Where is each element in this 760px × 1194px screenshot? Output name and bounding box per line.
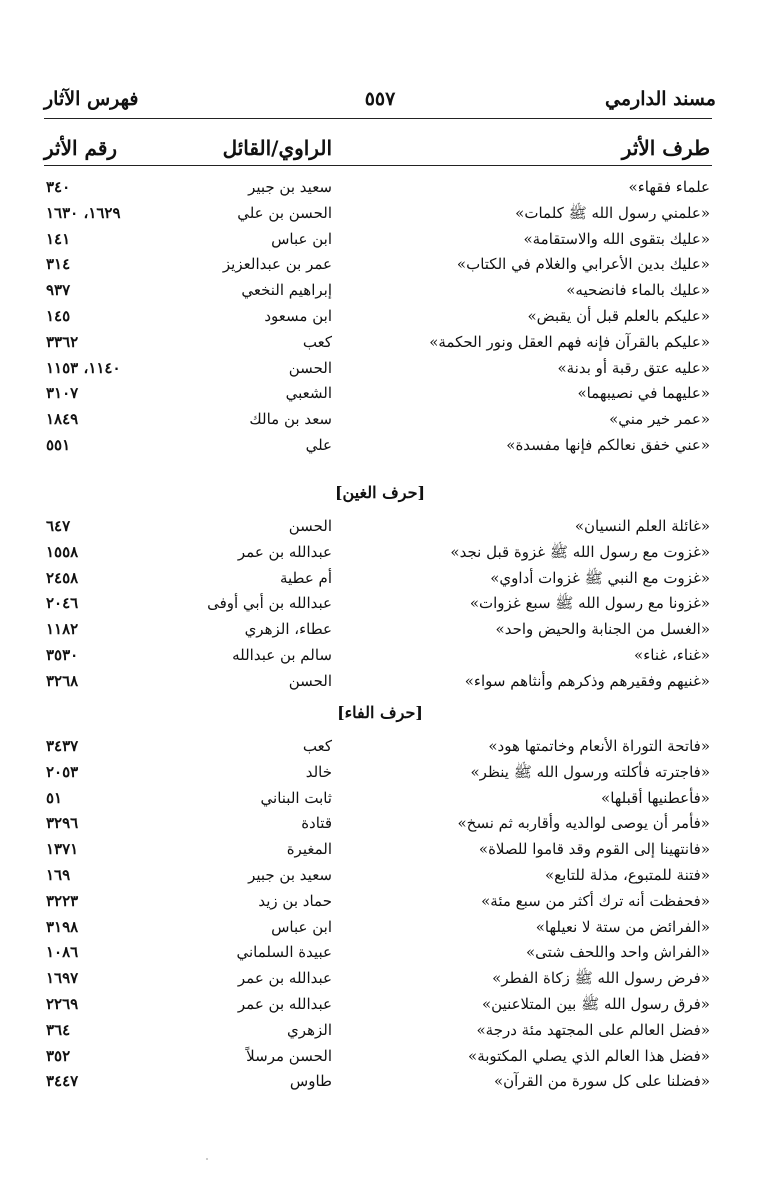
- narrator-name: المغيرة: [286, 840, 332, 858]
- index-row: [0, 255, 760, 281]
- index-row: [0, 436, 760, 462]
- athar-text: «غائلة العلم النسيان»: [574, 517, 710, 535]
- index-row: [0, 918, 760, 944]
- index-row: [0, 763, 760, 789]
- narrator-name: الحسن بن علي: [237, 204, 332, 222]
- narrator-name: إبراهيم النخعي: [241, 281, 332, 299]
- athar-text: «فضل هذا العالم الذي يصلي المكتوبة»: [468, 1047, 710, 1065]
- athar-number: ٣٢٦٨: [46, 672, 79, 690]
- athar-text: «عليك بالماء فانضحيه»: [566, 281, 710, 299]
- index-row: [0, 646, 760, 672]
- athar-text: علماء فقهاء»: [628, 178, 710, 196]
- athar-number: ٣٥٣٠: [46, 646, 79, 664]
- athar-number: ٩٣٧: [46, 281, 71, 299]
- narrator-name: سعد بن مالك: [249, 410, 332, 428]
- index-row: [0, 672, 760, 698]
- athar-number: ١٣٧١: [46, 840, 79, 858]
- narrator-name: كعب: [302, 737, 332, 755]
- index-row: [0, 1021, 760, 1047]
- index-row: [0, 866, 760, 892]
- athar-number: ٥١: [46, 789, 63, 807]
- column-header-rule: [44, 165, 712, 166]
- narrator-name: عبيدة السلماني: [236, 943, 332, 961]
- athar-text: «غزونا مع رسول الله ﷺ سبع غزوات»: [469, 594, 710, 612]
- athar-text: «فاجترته فأكلته ورسول الله ﷺ ينظر»: [470, 763, 710, 781]
- section-heading: [حرف الفاء]: [337, 703, 423, 722]
- narrator-name: الحسن: [288, 672, 332, 690]
- narrator-name: ثابت البناني: [260, 789, 332, 807]
- athar-number: ١٨٤٩: [46, 410, 79, 428]
- athar-text: «عليكم بالقرآن فإنه فهم العقل ونور الحكمة»: [429, 333, 710, 351]
- athar-text: «غزوت مع رسول الله ﷺ غزوة قبل نجد»: [450, 543, 710, 561]
- narrator-name: قتادة: [301, 814, 332, 832]
- index-row: [0, 620, 760, 646]
- athar-text: «فرض رسول الله ﷺ زكاة الفطر»: [492, 969, 710, 987]
- narrator-name: الحسن مرسلاً: [246, 1047, 332, 1065]
- athar-number: ٣٢٩٦: [46, 814, 79, 832]
- narrator-name: حماد بن زيد: [258, 892, 332, 910]
- athar-text: «غزوت مع النبي ﷺ غزوات أداوي»: [490, 569, 710, 587]
- narrator-name: الحسن: [288, 517, 332, 535]
- athar-text: «فضل العالم على المجتهد مئة درجة»: [476, 1021, 710, 1039]
- index-row: [0, 737, 760, 763]
- index-row: [0, 995, 760, 1021]
- narrator-name: عبدالله بن عمر: [237, 995, 332, 1013]
- index-row: [0, 594, 760, 620]
- index-row: [0, 1047, 760, 1073]
- athar-number: ٥٥١: [46, 436, 71, 454]
- index-row: [0, 281, 760, 307]
- narrator-name: الشعبي: [285, 384, 332, 402]
- athar-number: ٣٢٢٣: [46, 892, 79, 910]
- athar-number: ٣٤٣٧: [46, 737, 79, 755]
- athar-text: «فأعطنيها أقبلها»: [601, 789, 710, 807]
- narrator-name: عمر بن عبدالعزيز: [222, 255, 332, 273]
- index-row: [0, 307, 760, 333]
- athar-number: ٢٤٥٨: [46, 569, 79, 587]
- athar-text: «علمني رسول الله ﷺ كلمات»: [515, 204, 710, 222]
- athar-number: ٢٢٦٩: [46, 995, 79, 1013]
- athar-text: «عليهما في نصيبهما»: [577, 384, 710, 402]
- narrator-name: عطاء، الزهري: [244, 620, 332, 638]
- header-rule: [44, 118, 712, 119]
- athar-number: ١٦٩: [46, 866, 71, 884]
- index-row: [0, 892, 760, 918]
- index-row: [0, 969, 760, 995]
- narrator-name: سعيد بن جبير: [248, 866, 332, 884]
- index-row: [0, 569, 760, 595]
- athar-text: «الغسل من الجنابة والحيض واحد»: [495, 620, 710, 638]
- athar-text: «فتنة للمتبوع، مذلة للتابع»: [544, 866, 710, 884]
- athar-text: «عني خفق نعالكم فإنها مفسدة»: [506, 436, 710, 454]
- athar-number: ٣١٤: [46, 255, 71, 273]
- narrator-name: عبدالله بن عمر: [237, 969, 332, 987]
- athar-number: ٣٥٢: [46, 1047, 71, 1065]
- index-row: [0, 410, 760, 436]
- athar-text: «غنيهم وفقيرهم وذكرهم وأنثاهم سواء»: [464, 672, 710, 690]
- narrator-name: الحسن: [288, 359, 332, 377]
- athar-number: ٦٤٧: [46, 517, 71, 535]
- narrator-name: ابن عباس: [271, 230, 332, 248]
- index-row: [0, 543, 760, 569]
- athar-text: «فرق رسول الله ﷺ بين المتلاعنين»: [481, 995, 710, 1013]
- athar-text: «عليكم بالعلم قبل أن يقبض»: [527, 307, 710, 325]
- narrator-name: عبدالله بن عمر: [237, 543, 332, 561]
- athar-number: ٣٦٤: [46, 1021, 71, 1039]
- athar-text: «عليه عتق رقبة أو بدنة»: [557, 359, 710, 377]
- athar-text: «فانتهينا إلى القوم وقد قاموا للصلاة»: [478, 840, 710, 858]
- athar-text: «عليك بتقوى الله والاستقامة»: [523, 230, 710, 248]
- running-title-index: فهرس الآثار: [44, 88, 139, 110]
- narrator-name: ابن عباس: [271, 918, 332, 936]
- athar-text: «فضلنا على كل سورة من القرآن»: [493, 1072, 710, 1090]
- athar-number: ١٠٨٦: [46, 943, 79, 961]
- index-row: [0, 204, 760, 230]
- athar-text: «عليك بدين الأعرابي والغلام في الكتاب»: [456, 255, 710, 273]
- narrator-name: كعب: [302, 333, 332, 351]
- athar-text: «فاتحة التوراة الأنعام وخاتمتها هود»: [488, 737, 710, 755]
- narrator-name: خالد: [305, 763, 332, 781]
- athar-number: ٣٣٦٢: [46, 333, 79, 351]
- athar-number: ١٦٢٩، ١٦٣٠: [46, 204, 121, 222]
- running-title-book: مسند الدارمي: [605, 88, 716, 110]
- athar-text: «الفراش واحد واللحف شتى»: [525, 943, 710, 961]
- narrator-name: عبدالله بن أبي أوفى: [207, 594, 332, 612]
- index-row: [0, 943, 760, 969]
- athar-number: ٣٤٠: [46, 178, 71, 196]
- section-heading: [حرف الغين]: [334, 483, 426, 502]
- narrator-name: سالم بن عبدالله: [232, 646, 332, 664]
- narrator-name: ابن مسعود: [264, 307, 332, 325]
- athar-number: ١١٨٢: [46, 620, 79, 638]
- athar-text: «عمر خير مني»: [609, 410, 710, 428]
- narrator-name: طاوس: [289, 1072, 332, 1090]
- athar-text: «الفرائض من ستة لا نعيلها»: [535, 918, 710, 936]
- athar-number: ١٦٩٧: [46, 969, 79, 987]
- column-header-rawi: الراوي/القائل: [222, 136, 332, 160]
- narrator-name: أم عطية: [279, 569, 332, 587]
- column-header-athar: طرف الأثر: [621, 136, 710, 160]
- index-row: [0, 517, 760, 543]
- athar-number: ١٥٥٨: [46, 543, 79, 561]
- index-row: [0, 840, 760, 866]
- index-row: [0, 359, 760, 385]
- column-header-number: رقم الأثر: [44, 136, 118, 160]
- index-row: [0, 333, 760, 359]
- index-row: [0, 178, 760, 204]
- index-row: [0, 230, 760, 256]
- athar-number: ٣١٠٧: [46, 384, 79, 402]
- narrator-name: علي: [305, 436, 332, 454]
- athar-text: «فأمر أن يوصى لوالديه وأقاربه ثم نسخ»: [457, 814, 710, 832]
- athar-number: ٣١٩٨: [46, 918, 79, 936]
- narrator-name: سعيد بن جبير: [248, 178, 332, 196]
- athar-text: «فحفظت أنه ترك أكثر من سبع مئة»: [481, 892, 710, 910]
- athar-number: ١٤١: [46, 230, 71, 248]
- athar-text: «غناء، غناء»: [634, 646, 710, 664]
- athar-number: ٢٠٤٦: [46, 594, 79, 612]
- athar-number: ٣٤٤٧: [46, 1072, 79, 1090]
- index-row: [0, 384, 760, 410]
- page-number: ٥٥٧: [364, 88, 396, 110]
- athar-number: ٢٠٥٣: [46, 763, 79, 781]
- page-speck: [206, 1158, 208, 1160]
- athar-number: ١١٤٠، ١١٥٣: [46, 359, 121, 377]
- index-row: [0, 1072, 760, 1098]
- athar-number: ١٤٥: [46, 307, 71, 325]
- index-row: [0, 789, 760, 815]
- narrator-name: الزهري: [287, 1021, 332, 1039]
- index-row: [0, 814, 760, 840]
